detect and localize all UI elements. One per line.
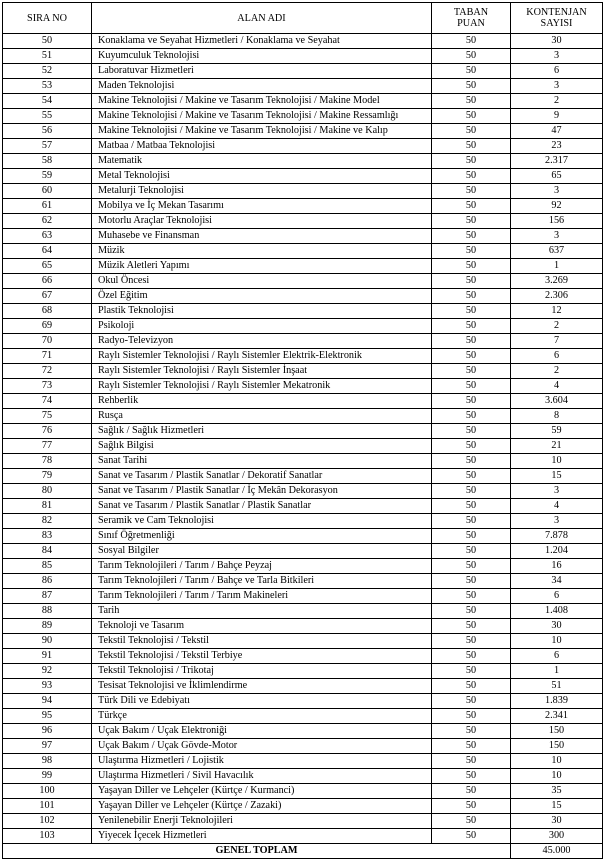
cell-kontenjan: 3 [511, 514, 603, 529]
cell-sira-no: 103 [3, 829, 92, 844]
cell-taban-puan: 50 [432, 484, 511, 499]
cell-alan-adi: Mobilya ve İç Mekan Tasarımı [92, 199, 432, 214]
cell-kontenjan: 1.204 [511, 544, 603, 559]
cell-sira-no: 98 [3, 754, 92, 769]
total-value: 45.000 [511, 844, 603, 859]
cell-taban-puan: 50 [432, 229, 511, 244]
cell-taban-puan: 50 [432, 694, 511, 709]
cell-kontenjan: 15 [511, 799, 603, 814]
cell-sira-no: 65 [3, 259, 92, 274]
cell-kontenjan: 15 [511, 469, 603, 484]
cell-taban-puan: 50 [432, 139, 511, 154]
cell-sira-no: 88 [3, 604, 92, 619]
cell-kontenjan: 21 [511, 439, 603, 454]
cell-sira-no: 67 [3, 289, 92, 304]
cell-sira-no: 100 [3, 784, 92, 799]
cell-kontenjan: 23 [511, 139, 603, 154]
cell-taban-puan: 50 [432, 289, 511, 304]
cell-sira-no: 50 [3, 34, 92, 49]
cell-alan-adi: Sanat ve Tasarım / Plastik Sanatlar / Plastik Sanatlar [92, 499, 432, 514]
table-row [3, 49, 603, 64]
table-row [3, 574, 603, 589]
cell-taban-puan: 50 [432, 424, 511, 439]
cell-alan-adi: Maden Teknolojisi [92, 79, 432, 94]
cell-kontenjan: 3 [511, 79, 603, 94]
cell-kontenjan: 3 [511, 229, 603, 244]
cell-alan-adi: Raylı Sistemler Teknolojisi / Raylı Sistemler Mekatronik [92, 379, 432, 394]
cell-kontenjan: 3 [511, 49, 603, 64]
cell-sira-no: 54 [3, 94, 92, 109]
cell-sira-no: 79 [3, 469, 92, 484]
table-row [3, 589, 603, 604]
cell-sira-no: 86 [3, 574, 92, 589]
cell-taban-puan: 50 [432, 574, 511, 589]
table-row [3, 769, 603, 784]
cell-sira-no: 84 [3, 544, 92, 559]
header-alan-adi: ALAN ADI [92, 3, 432, 34]
table-row [3, 604, 603, 619]
cell-sira-no: 99 [3, 769, 92, 784]
cell-sira-no: 53 [3, 79, 92, 94]
table-row [3, 259, 603, 274]
cell-kontenjan: 1.408 [511, 604, 603, 619]
cell-alan-adi: Psikoloji [92, 319, 432, 334]
cell-kontenjan: 7 [511, 334, 603, 349]
cell-taban-puan: 50 [432, 454, 511, 469]
cell-kontenjan: 2 [511, 319, 603, 334]
table-row [3, 784, 603, 799]
cell-sira-no: 78 [3, 454, 92, 469]
cell-alan-adi: Yaşayan Diller ve Lehçeler (Kürtçe / Zazaki) [92, 799, 432, 814]
cell-taban-puan: 50 [432, 379, 511, 394]
table-row [3, 244, 603, 259]
cell-alan-adi: Laboratuvar Hizmetleri [92, 64, 432, 79]
cell-kontenjan: 10 [511, 754, 603, 769]
cell-kontenjan: 35 [511, 784, 603, 799]
cell-sira-no: 97 [3, 739, 92, 754]
cell-kontenjan: 2 [511, 364, 603, 379]
cell-alan-adi: Tekstil Teknolojisi / Trikotaj [92, 664, 432, 679]
cell-kontenjan: 92 [511, 199, 603, 214]
table-row [3, 139, 603, 154]
cell-sira-no: 58 [3, 154, 92, 169]
cell-sira-no: 70 [3, 334, 92, 349]
table-row [3, 409, 603, 424]
cell-taban-puan: 50 [432, 94, 511, 109]
cell-taban-puan: 50 [432, 109, 511, 124]
cell-taban-puan: 50 [432, 829, 511, 844]
cell-sira-no: 55 [3, 109, 92, 124]
cell-alan-adi: Özel Eğitim [92, 289, 432, 304]
cell-taban-puan: 50 [432, 274, 511, 289]
cell-kontenjan: 8 [511, 409, 603, 424]
cell-alan-adi: Yaşayan Diller ve Lehçeler (Kürtçe / Kurmanci) [92, 784, 432, 799]
cell-taban-puan: 50 [432, 334, 511, 349]
cell-kontenjan: 637 [511, 244, 603, 259]
table-row [3, 94, 603, 109]
cell-kontenjan: 6 [511, 349, 603, 364]
cell-alan-adi: Tarım Teknolojileri / Tarım / Bahçe Peyzaj [92, 559, 432, 574]
cell-sira-no: 63 [3, 229, 92, 244]
table-row [3, 229, 603, 244]
table-row [3, 379, 603, 394]
cell-taban-puan: 50 [432, 529, 511, 544]
cell-alan-adi: Okul Öncesi [92, 274, 432, 289]
cell-alan-adi: Türk Dili ve Edebiyatı [92, 694, 432, 709]
cell-alan-adi: Muhasebe ve Finansman [92, 229, 432, 244]
table-row [3, 514, 603, 529]
cell-sira-no: 60 [3, 184, 92, 199]
table-row [3, 754, 603, 769]
cell-sira-no: 52 [3, 64, 92, 79]
cell-kontenjan: 9 [511, 109, 603, 124]
table-row [3, 814, 603, 829]
cell-sira-no: 56 [3, 124, 92, 139]
table-row [3, 739, 603, 754]
cell-sira-no: 71 [3, 349, 92, 364]
cell-sira-no: 92 [3, 664, 92, 679]
table-row [3, 334, 603, 349]
cell-kontenjan: 3 [511, 484, 603, 499]
cell-alan-adi: Yiyecek İçecek Hizmetleri [92, 829, 432, 844]
cell-taban-puan: 50 [432, 739, 511, 754]
cell-taban-puan: 50 [432, 199, 511, 214]
cell-alan-adi: Müzik [92, 244, 432, 259]
cell-alan-adi: Makine Teknolojisi / Makine ve Tasarım Teknolojisi / Makine Ressamlığı [92, 109, 432, 124]
table-row [3, 349, 603, 364]
table-row [3, 709, 603, 724]
table-row [3, 439, 603, 454]
cell-taban-puan: 50 [432, 304, 511, 319]
cell-kontenjan: 30 [511, 814, 603, 829]
cell-alan-adi: Sosyal Bilgiler [92, 544, 432, 559]
cell-sira-no: 95 [3, 709, 92, 724]
table-row [3, 619, 603, 634]
cell-sira-no: 81 [3, 499, 92, 514]
cell-taban-puan: 50 [432, 814, 511, 829]
cell-sira-no: 80 [3, 484, 92, 499]
cell-taban-puan: 50 [432, 709, 511, 724]
cell-taban-puan: 50 [432, 469, 511, 484]
cell-taban-puan: 50 [432, 679, 511, 694]
table-row [3, 64, 603, 79]
cell-kontenjan: 4 [511, 499, 603, 514]
table-row [3, 364, 603, 379]
cell-taban-puan: 50 [432, 664, 511, 679]
cell-taban-puan: 50 [432, 514, 511, 529]
cell-kontenjan: 30 [511, 34, 603, 49]
cell-taban-puan: 50 [432, 634, 511, 649]
cell-alan-adi: Yenilenebilir Enerji Teknolojileri [92, 814, 432, 829]
cell-sira-no: 75 [3, 409, 92, 424]
cell-alan-adi: Ulaştırma Hizmetleri / Lojistik [92, 754, 432, 769]
table-row [3, 559, 603, 574]
cell-kontenjan: 12 [511, 304, 603, 319]
cell-taban-puan: 50 [432, 79, 511, 94]
table-row [3, 169, 603, 184]
cell-taban-puan: 50 [432, 34, 511, 49]
cell-taban-puan: 50 [432, 799, 511, 814]
cell-kontenjan: 3 [511, 184, 603, 199]
table-row [3, 199, 603, 214]
cell-taban-puan: 50 [432, 319, 511, 334]
cell-kontenjan: 59 [511, 424, 603, 439]
table-row [3, 34, 603, 49]
cell-sira-no: 83 [3, 529, 92, 544]
cell-taban-puan: 50 [432, 154, 511, 169]
cell-kontenjan: 2.341 [511, 709, 603, 724]
cell-kontenjan: 3.604 [511, 394, 603, 409]
table-row [3, 679, 603, 694]
cell-alan-adi: Müzik Aletleri Yapımı [92, 259, 432, 274]
cell-kontenjan: 1.839 [511, 694, 603, 709]
cell-taban-puan: 50 [432, 754, 511, 769]
cell-kontenjan: 3.269 [511, 274, 603, 289]
cell-sira-no: 66 [3, 274, 92, 289]
cell-sira-no: 90 [3, 634, 92, 649]
header-taban-line1: TABAN [453, 7, 489, 18]
cell-taban-puan: 50 [432, 544, 511, 559]
table-row [3, 319, 603, 334]
cell-alan-adi: Sağlık Bilgisi [92, 439, 432, 454]
cell-kontenjan: 30 [511, 619, 603, 634]
table-row [3, 454, 603, 469]
table-row [3, 649, 603, 664]
table-header [3, 3, 603, 34]
cell-taban-puan: 50 [432, 649, 511, 664]
cell-alan-adi: Matbaa / Matbaa Teknolojisi [92, 139, 432, 154]
cell-sira-no: 91 [3, 649, 92, 664]
cell-alan-adi: Sağlık / Sağlık Hizmetleri [92, 424, 432, 439]
cell-alan-adi: Raylı Sistemler Teknolojisi / Raylı Sistemler Elektrik-Elektronik [92, 349, 432, 364]
cell-kontenjan: 1 [511, 664, 603, 679]
cell-kontenjan: 10 [511, 454, 603, 469]
cell-alan-adi: Seramik ve Cam Teknolojisi [92, 514, 432, 529]
cell-taban-puan: 50 [432, 409, 511, 424]
cell-alan-adi: Sanat ve Tasarım / Plastik Sanatlar / Dekoratif Sanatlar [92, 469, 432, 484]
table-row [3, 79, 603, 94]
cell-alan-adi: Konaklama ve Seyahat Hizmetleri / Konaklama ve Seyahat [92, 34, 432, 49]
cell-kontenjan: 51 [511, 679, 603, 694]
cell-kontenjan: 34 [511, 574, 603, 589]
table-row [3, 829, 603, 844]
cell-sira-no: 59 [3, 169, 92, 184]
cell-taban-puan: 50 [432, 169, 511, 184]
table-row [3, 304, 603, 319]
table-row [3, 109, 603, 124]
cell-alan-adi: Metal Teknolojisi [92, 169, 432, 184]
cell-taban-puan: 50 [432, 439, 511, 454]
cell-sira-no: 68 [3, 304, 92, 319]
cell-kontenjan: 156 [511, 214, 603, 229]
cell-alan-adi: Kuyumculuk Teknolojisi [92, 49, 432, 64]
header-taban-puan [432, 3, 511, 34]
cell-taban-puan: 50 [432, 769, 511, 784]
cell-alan-adi: Makine Teknolojisi / Makine ve Tasarım Teknolojisi / Makine Model [92, 94, 432, 109]
cell-alan-adi: Metalurji Teknolojisi [92, 184, 432, 199]
cell-alan-adi: Türkçe [92, 709, 432, 724]
cell-sira-no: 87 [3, 589, 92, 604]
cell-alan-adi: Tekstil Teknolojisi / Tekstil Terbiye [92, 649, 432, 664]
table-row [3, 724, 603, 739]
header-sira-no: SIRA NO [3, 3, 92, 34]
table-row [3, 544, 603, 559]
cell-taban-puan: 50 [432, 259, 511, 274]
cell-kontenjan: 6 [511, 589, 603, 604]
cell-taban-puan: 50 [432, 64, 511, 79]
cell-sira-no: 82 [3, 514, 92, 529]
cell-taban-puan: 50 [432, 349, 511, 364]
cell-kontenjan: 47 [511, 124, 603, 139]
table-row [3, 529, 603, 544]
cell-sira-no: 51 [3, 49, 92, 64]
table-row [3, 394, 603, 409]
cell-sira-no: 96 [3, 724, 92, 739]
table-row [3, 664, 603, 679]
cell-sira-no: 72 [3, 364, 92, 379]
cell-sira-no: 93 [3, 679, 92, 694]
table-row [3, 424, 603, 439]
table-row [3, 484, 603, 499]
table-row [3, 469, 603, 484]
table-row [3, 274, 603, 289]
cell-sira-no: 64 [3, 244, 92, 259]
cell-alan-adi: Rusça [92, 409, 432, 424]
table-row [3, 184, 603, 199]
cell-kontenjan: 16 [511, 559, 603, 574]
cell-kontenjan: 300 [511, 829, 603, 844]
cell-kontenjan: 10 [511, 769, 603, 784]
cell-alan-adi: Tekstil Teknolojisi / Tekstil [92, 634, 432, 649]
cell-taban-puan: 50 [432, 124, 511, 139]
cell-kontenjan: 6 [511, 64, 603, 79]
cell-kontenjan: 7.878 [511, 529, 603, 544]
table-row [3, 124, 603, 139]
cell-alan-adi: Raylı Sistemler Teknolojisi / Raylı Sistemler İnşaat [92, 364, 432, 379]
cell-sira-no: 77 [3, 439, 92, 454]
cell-kontenjan: 2.306 [511, 289, 603, 304]
cell-sira-no: 62 [3, 214, 92, 229]
cell-sira-no: 85 [3, 559, 92, 574]
cell-kontenjan: 10 [511, 634, 603, 649]
cell-sira-no: 76 [3, 424, 92, 439]
cell-alan-adi: Tarım Teknolojileri / Tarım / Tarım Makineleri [92, 589, 432, 604]
cell-taban-puan: 50 [432, 619, 511, 634]
cell-sira-no: 89 [3, 619, 92, 634]
cell-taban-puan: 50 [432, 784, 511, 799]
cell-sira-no: 61 [3, 199, 92, 214]
cell-kontenjan: 150 [511, 739, 603, 754]
cell-taban-puan: 50 [432, 394, 511, 409]
cell-taban-puan: 50 [432, 184, 511, 199]
table-row [3, 154, 603, 169]
cell-taban-puan: 50 [432, 244, 511, 259]
cell-kontenjan: 2 [511, 94, 603, 109]
cell-sira-no: 94 [3, 694, 92, 709]
cell-alan-adi: Sanat Tarihi [92, 454, 432, 469]
cell-kontenjan: 150 [511, 724, 603, 739]
cell-kontenjan: 2.317 [511, 154, 603, 169]
cell-taban-puan: 50 [432, 559, 511, 574]
cell-sira-no: 102 [3, 814, 92, 829]
cell-alan-adi: Tesisat Teknolojisi ve İklimlendirme [92, 679, 432, 694]
cell-sira-no: 73 [3, 379, 92, 394]
cell-taban-puan: 50 [432, 724, 511, 739]
cell-taban-puan: 50 [432, 589, 511, 604]
total-label: GENEL TOPLAM [3, 844, 511, 859]
cell-alan-adi: Matematik [92, 154, 432, 169]
cell-sira-no: 101 [3, 799, 92, 814]
header-kontenjan-line2: SAYISI [540, 18, 573, 29]
table-body [3, 34, 603, 844]
cell-alan-adi: Teknoloji ve Tasarım [92, 619, 432, 634]
cell-sira-no: 69 [3, 319, 92, 334]
header-kontenjan-line1: KONTENJAN [526, 7, 587, 18]
cell-alan-adi: Ulaştırma Hizmetleri / Sivil Havacılık [92, 769, 432, 784]
cell-alan-adi: Tarih [92, 604, 432, 619]
table-row [3, 499, 603, 514]
cell-taban-puan: 50 [432, 214, 511, 229]
cell-alan-adi: Rehberlik [92, 394, 432, 409]
cell-taban-puan: 50 [432, 364, 511, 379]
table-row [3, 694, 603, 709]
cell-taban-puan: 50 [432, 49, 511, 64]
header-taban-line2: PUAN [457, 18, 485, 29]
table-row [3, 289, 603, 304]
cell-alan-adi: Uçak Bakım / Uçak Gövde-Motor [92, 739, 432, 754]
cell-alan-adi: Sanat ve Tasarım / Plastik Sanatlar / İç Mekân Dekorasyon [92, 484, 432, 499]
quota-table [2, 2, 603, 859]
cell-kontenjan: 65 [511, 169, 603, 184]
table-row [3, 799, 603, 814]
cell-kontenjan: 4 [511, 379, 603, 394]
table-row [3, 214, 603, 229]
cell-taban-puan: 50 [432, 604, 511, 619]
header-kontenjan-sayisi [511, 3, 603, 34]
cell-alan-adi: Uçak Bakım / Uçak Elektroniği [92, 724, 432, 739]
cell-kontenjan: 6 [511, 649, 603, 664]
table-footer [3, 844, 603, 859]
cell-alan-adi: Plastik Teknolojisi [92, 304, 432, 319]
cell-sira-no: 57 [3, 139, 92, 154]
cell-taban-puan: 50 [432, 499, 511, 514]
cell-sira-no: 74 [3, 394, 92, 409]
cell-alan-adi: Motorlu Araçlar Teknolojisi [92, 214, 432, 229]
cell-alan-adi: Radyo-Televizyon [92, 334, 432, 349]
cell-alan-adi: Sınıf Öğretmenliği [92, 529, 432, 544]
cell-kontenjan: 1 [511, 259, 603, 274]
cell-alan-adi: Makine Teknolojisi / Makine ve Tasarım Teknolojisi / Makine ve Kalıp [92, 124, 432, 139]
cell-alan-adi: Tarım Teknolojileri / Tarım / Bahçe ve Tarla Bitkileri [92, 574, 432, 589]
table-row [3, 634, 603, 649]
